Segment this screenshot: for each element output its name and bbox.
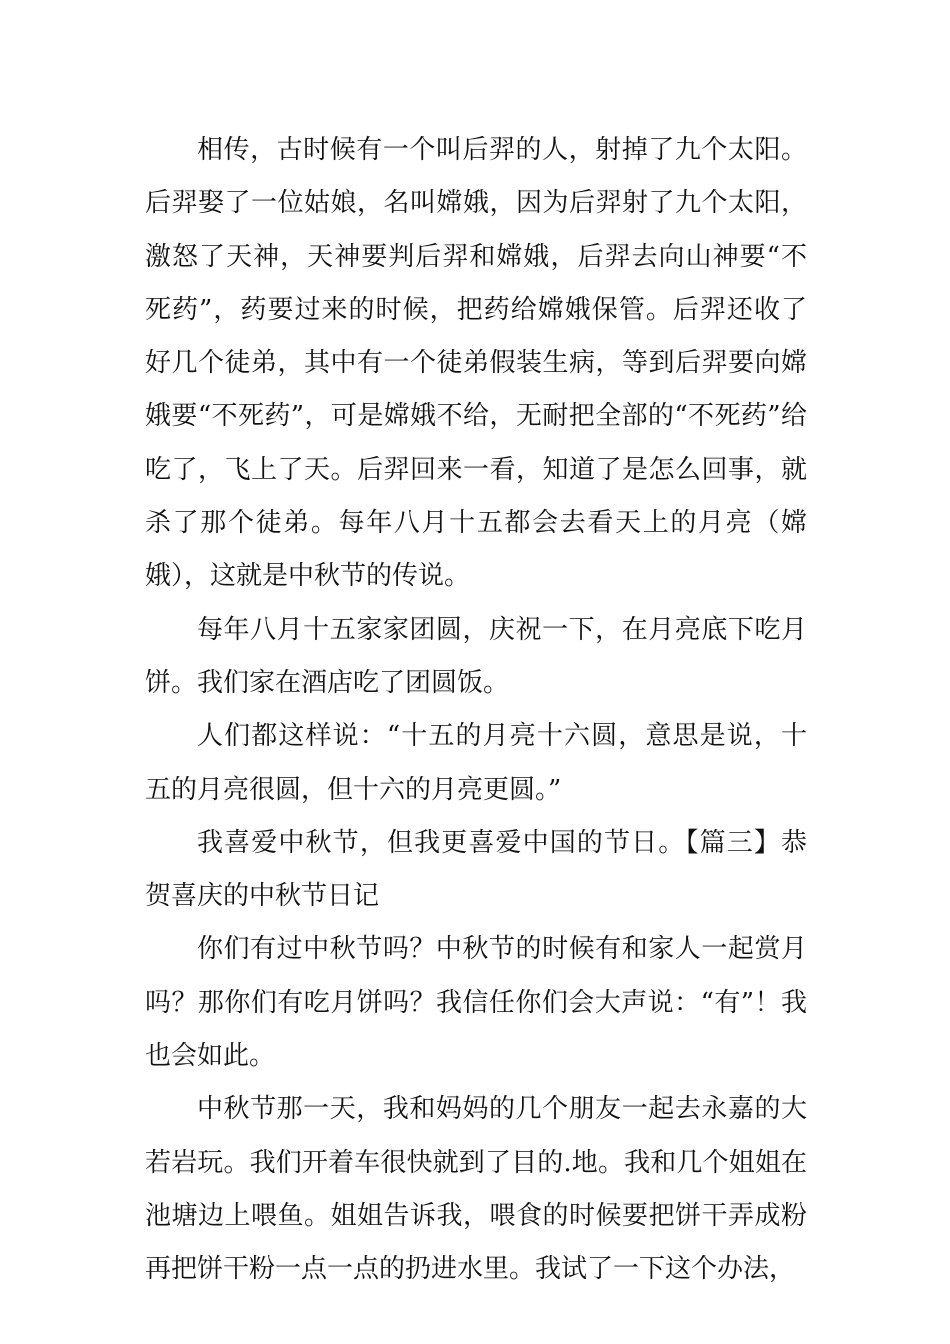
paragraph-love-festival: 我喜爱中秋节，但我更喜爱中国的节日。【篇三】恭贺喜庆的中秋节日记	[145, 827, 807, 912]
body-text	[145, 124, 807, 1297]
paragraph-saying: 人们都这样说：“十五的月亮十六圆，意思是说，十五的月亮很圆，但十六的月亮更圆。”	[145, 721, 807, 805]
paragraph-legend: 相传，古时候有一个叫后羿的人，射掉了九个太阳。后羿娶了一位姑娘，名叫嫦娥，因为后羿射了九个太阳，激怒了天神，天神要判后羿和嫦娥，后羿去向山神要“不死药”，药要过来的时候，把药给嫦娥保管。后羿还收了好几个徒弟，其中有一个徒弟假装生病，等到后羿要向嫦娥要“不死药”，可是嫦娥不给，无耐把全部的“不死药”给吃了，飞上了天。后羿回来一看，知道了是怎么回事，就杀了那个徒弟。每年八月十五都会去看天上的月亮（嫦娥），这就是中秋节的传说。	[145, 135, 807, 592]
paragraph-questions: 你们有过中秋节吗？中秋节的时候有和家人一起赏月吗？那你们有吃月饼吗？我信任你们会大声说：“有”！我也会如此。	[145, 934, 807, 1072]
paragraph-trip: 中秋节那一天，我和妈妈的几个朋友一起去永嘉的大若岩玩。我们开着车很快就到了目的.地。我和几个姐姐在池塘边上喂鱼。姐姐告诉我，喂食的时候要把饼干弄成粉再把饼干粉一点一点的扔进水里。我试了一下这个办法，	[145, 1094, 807, 1285]
paragraph-reunion: 每年八月十五家家团圆，庆祝一下，在月亮底下吃月饼。我们家在酒店吃了团圆饭。	[145, 614, 807, 698]
